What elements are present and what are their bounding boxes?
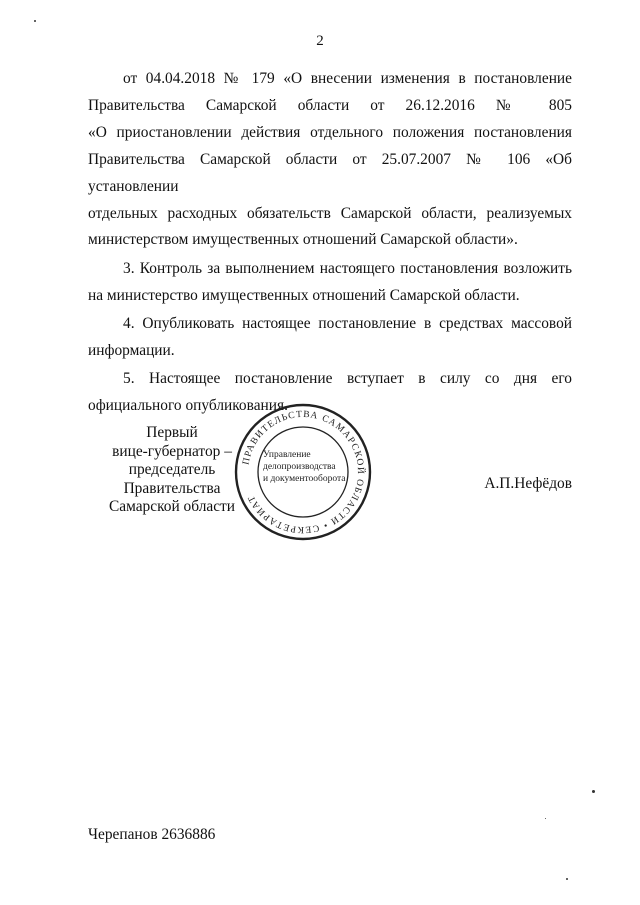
scan-speck — [34, 20, 36, 22]
text-line: от 04.04.2018 № 179 «О внесении изменения в постановление — [123, 70, 572, 87]
text-line: Правительства Самарской области от 26.12.2016 № 805 — [88, 96, 572, 114]
paragraph-4: 4. Опубликовать настоящее постановление в средствах массовой информации. — [88, 315, 572, 360]
signatory-title-line: вице-губернатор – — [112, 442, 232, 460]
document-body — [88, 66, 572, 420]
signatory-title-line: Первый — [146, 424, 198, 441]
stamp-center-line: делопроизводства — [263, 462, 336, 472]
paragraph-1 — [88, 66, 572, 254]
signatory-title-line: председатель Правительства — [123, 461, 221, 497]
page-number: 2 — [316, 33, 324, 49]
paragraph-5: 5. Настоящее постановление вступает в силу со дня его официального опубликования. — [88, 370, 572, 415]
text-line: Правительства Самарской области от 25.07.2007 № 106 «Об установлении — [88, 150, 572, 195]
executor-contact: Черепанов 2636886 — [88, 826, 216, 843]
scan-speck — [545, 818, 546, 819]
text-line: отдельных расходных обязательств Самарской области, реализуемых — [88, 204, 572, 222]
text-line: министерством имущественных отношений Самарской области». — [88, 231, 518, 249]
scan-speck — [566, 878, 568, 880]
official-stamp — [233, 402, 373, 542]
scan-speck — [592, 790, 595, 793]
stamp-center-line: и документооборота — [263, 474, 346, 484]
paragraph-3: 3. Контроль за выполнением настоящего постановления возложить на министерство имущественных отношений Самарской области. — [88, 259, 572, 304]
signatory-title-line: Самарской области — [108, 498, 235, 515]
text-line: «О приостановлении действия отдельного положения постановления — [88, 123, 572, 141]
signatory-name: А.П.Нефёдов — [484, 475, 572, 492]
stamp-center-line: Управление — [263, 450, 311, 460]
stamp-ring-text: ПРАВИТЕЛЬСТВА САМАРСКОЙ ОБЛАСТИ • СЕКРЕТАРИАТ — [241, 409, 366, 535]
stamp-center-text — [263, 449, 347, 485]
